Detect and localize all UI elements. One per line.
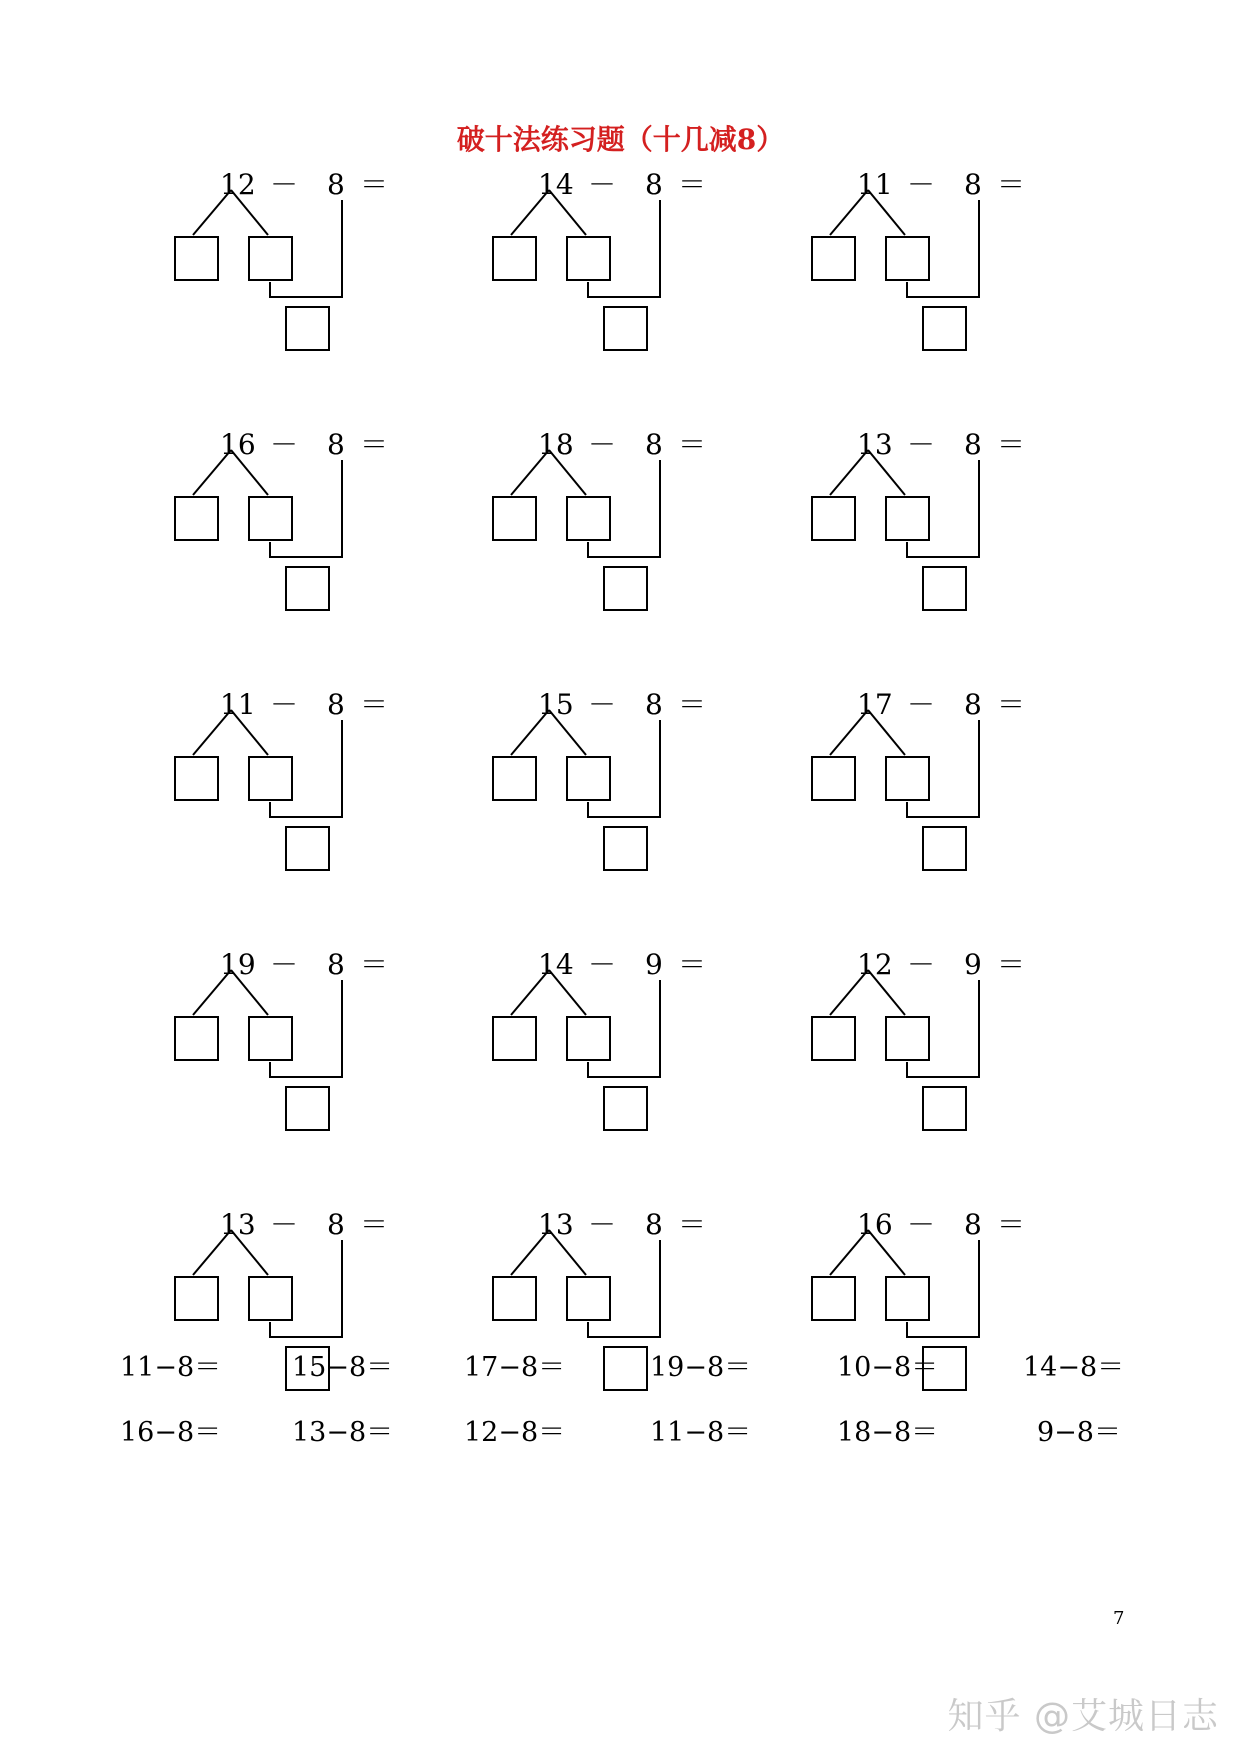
equals-sign: ＝ [997, 1208, 1026, 1241]
equation: 15−8＝ [292, 1352, 394, 1383]
minuend: 18 [538, 428, 574, 461]
subtrahend: 8 [645, 168, 663, 201]
minus-sign: － [907, 428, 936, 461]
minus-sign: － [588, 1208, 617, 1241]
split-answer-box-left[interactable] [175, 237, 218, 280]
split-answer-box-right[interactable] [886, 757, 929, 800]
decomposition-problem [473, 165, 803, 395]
minuend: 11 [857, 168, 893, 201]
result-answer-box[interactable] [604, 567, 647, 610]
subtrahend: 8 [964, 168, 982, 201]
decomposition-problem [473, 685, 803, 915]
equation: 10−8＝ [837, 1352, 939, 1383]
subtrahend: 9 [645, 948, 663, 981]
minus-sign: － [907, 168, 936, 201]
branch-line-right [868, 710, 905, 755]
split-answer-box-right[interactable] [886, 497, 929, 540]
equation: 9−8＝ [1037, 1417, 1121, 1448]
equation: 12−8＝ [464, 1417, 566, 1448]
result-answer-box[interactable] [286, 567, 329, 610]
equals-sign: ＝ [678, 428, 707, 461]
page-title: 破十法练习题（十几减8） [456, 123, 785, 156]
equals-sign: ＝ [678, 168, 707, 201]
split-answer-box-left[interactable] [493, 497, 536, 540]
branch-line-left [193, 970, 231, 1015]
decomposition-diagram [155, 945, 485, 1175]
branch-line-right [231, 1230, 268, 1275]
decomposition-diagram [792, 165, 1122, 395]
connector-line [588, 200, 660, 297]
connector-line [907, 1240, 979, 1337]
connector-line [270, 1240, 342, 1337]
branch-line-right [868, 970, 905, 1015]
minuend: 12 [857, 948, 893, 981]
equals-sign: ＝ [360, 1208, 389, 1241]
equals-sign: ＝ [678, 948, 707, 981]
decomposition-diagram [155, 685, 485, 915]
branch-line-left [511, 190, 549, 235]
connector-line [907, 460, 979, 557]
connector-line [588, 720, 660, 817]
split-answer-box-right[interactable] [249, 497, 292, 540]
split-answer-box-right[interactable] [249, 237, 292, 280]
split-answer-box-right[interactable] [249, 1017, 292, 1060]
split-answer-box-right[interactable] [886, 237, 929, 280]
subtrahend: 8 [964, 688, 982, 721]
minuend: 14 [538, 168, 574, 201]
equals-sign: ＝ [997, 168, 1026, 201]
minus-sign: － [588, 168, 617, 201]
minus-sign: － [588, 948, 617, 981]
equation: 17−8＝ [464, 1352, 566, 1383]
minus-sign: － [270, 168, 299, 201]
split-answer-box-left[interactable] [812, 757, 855, 800]
equation: 11−8＝ [650, 1417, 752, 1448]
equation: 19−8＝ [650, 1352, 752, 1383]
branch-line-right [549, 970, 586, 1015]
subtrahend: 8 [327, 168, 345, 201]
result-answer-box[interactable] [604, 307, 647, 350]
subtrahend: 8 [645, 688, 663, 721]
decomposition-diagram [792, 1205, 1125, 1435]
split-answer-box-left[interactable] [175, 1017, 218, 1060]
branch-line-left [511, 1230, 549, 1275]
branch-line-right [868, 450, 905, 495]
split-answer-box-left[interactable] [493, 237, 536, 280]
split-answer-box-right[interactable] [567, 497, 610, 540]
minuend: 13 [220, 1208, 256, 1241]
connector-line [588, 460, 660, 557]
equation: 11−8＝ [120, 1352, 222, 1383]
split-answer-box-right[interactable] [567, 1017, 610, 1060]
split-answer-box-left[interactable] [812, 497, 855, 540]
split-answer-box-left[interactable] [493, 757, 536, 800]
connector-line [907, 720, 979, 817]
decomposition-diagram [792, 685, 1122, 915]
minuend: 11 [220, 688, 256, 721]
result-answer-box[interactable] [923, 567, 966, 610]
decomposition-problem [155, 685, 485, 915]
equation-row-2 [0, 1413, 1241, 1453]
subtrahend: 8 [327, 688, 345, 721]
branch-line-left [830, 190, 868, 235]
decomposition-diagram [155, 1205, 485, 1435]
minuend: 16 [220, 428, 256, 461]
branch-line-right [868, 190, 905, 235]
minuend: 14 [538, 948, 574, 981]
minuend: 12 [220, 168, 256, 201]
split-answer-box-right[interactable] [886, 1017, 929, 1060]
result-answer-box[interactable] [923, 307, 966, 350]
split-answer-box-left[interactable] [812, 1017, 855, 1060]
connector-line [270, 460, 342, 557]
decomposition-diagram [473, 425, 803, 655]
result-answer-box[interactable] [604, 827, 647, 870]
decomposition-problem [792, 685, 1122, 915]
connector-line [907, 980, 979, 1077]
equals-sign: ＝ [360, 948, 389, 981]
result-answer-box[interactable] [923, 827, 966, 870]
split-answer-box-right[interactable] [249, 1277, 292, 1320]
split-answer-box-left[interactable] [812, 237, 855, 280]
branch-line-left [830, 970, 868, 1015]
branch-line-left [193, 710, 231, 755]
connector-line [270, 200, 342, 297]
branch-line-left [511, 450, 549, 495]
split-answer-box-right[interactable] [567, 237, 610, 280]
page-number: 7 [1113, 1608, 1125, 1629]
minuend: 17 [857, 688, 893, 721]
connector-line [588, 1240, 660, 1337]
decomposition-diagram [473, 1205, 803, 1435]
minuend: 19 [220, 948, 256, 981]
decomposition-problem [792, 945, 1122, 1175]
decomposition-problem [155, 425, 485, 655]
branch-line-right [231, 970, 268, 1015]
equation: 18−8＝ [837, 1417, 939, 1448]
branch-line-right [549, 1230, 586, 1275]
subtrahend: 8 [327, 428, 345, 461]
branch-line-left [830, 450, 868, 495]
watermark: 知乎 @艾城日志 [947, 1696, 1219, 1737]
result-answer-box[interactable] [286, 1087, 329, 1130]
split-answer-box-left[interactable] [175, 757, 218, 800]
subtrahend: 9 [964, 948, 982, 981]
decomposition-diagram [473, 165, 803, 395]
equals-sign: ＝ [678, 1208, 707, 1241]
minus-sign: － [907, 1208, 936, 1241]
subtrahend: 8 [964, 428, 982, 461]
result-answer-box[interactable] [604, 1087, 647, 1130]
branch-line-left [193, 450, 231, 495]
minus-sign: － [907, 688, 936, 721]
branch-line-right [231, 450, 268, 495]
equation-row-1 [0, 1348, 1241, 1388]
split-answer-box-left[interactable] [493, 1017, 536, 1060]
branch-line-left [193, 190, 231, 235]
subtrahend: 8 [327, 948, 345, 981]
decomposition-diagram [473, 945, 803, 1175]
equation: 16−8＝ [120, 1417, 222, 1448]
result-answer-box[interactable] [923, 1087, 966, 1130]
equals-sign: ＝ [997, 948, 1026, 981]
connector-line [270, 980, 342, 1077]
equals-sign: ＝ [360, 688, 389, 721]
minus-sign: － [270, 1208, 299, 1241]
decomposition-problem [792, 165, 1122, 395]
connector-line [270, 720, 342, 817]
split-answer-box-right[interactable] [886, 1277, 929, 1320]
equals-sign: ＝ [678, 688, 707, 721]
equation: 14−8＝ [1023, 1352, 1125, 1383]
equals-sign: ＝ [360, 168, 389, 201]
subtrahend: 8 [327, 1208, 345, 1241]
minuend: 16 [857, 1208, 893, 1241]
branch-line-right [868, 1230, 905, 1275]
subtrahend: 8 [645, 428, 663, 461]
split-answer-box-left[interactable] [175, 1277, 218, 1320]
decomposition-diagram [155, 165, 485, 395]
minus-sign: － [907, 948, 936, 981]
minus-sign: － [270, 688, 299, 721]
branch-line-right [231, 710, 268, 755]
minus-sign: － [270, 948, 299, 981]
split-answer-box-right[interactable] [567, 1277, 610, 1320]
subtrahend: 8 [645, 1208, 663, 1241]
minus-sign: － [588, 688, 617, 721]
connector-line [907, 200, 979, 297]
branch-line-right [549, 710, 586, 755]
decomposition-problem [473, 945, 803, 1175]
result-answer-box[interactable] [286, 827, 329, 870]
branch-line-right [549, 450, 586, 495]
decomposition-problem [155, 945, 485, 1175]
branch-line-right [549, 190, 586, 235]
minuend: 15 [538, 688, 574, 721]
equation: 13−8＝ [292, 1417, 394, 1448]
minus-sign: － [588, 428, 617, 461]
decomposition-problem [155, 165, 485, 395]
branch-line-left [830, 1230, 868, 1275]
minuend: 13 [538, 1208, 574, 1241]
split-answer-box-left[interactable] [175, 497, 218, 540]
decomposition-diagram [792, 945, 1122, 1175]
decomposition-diagram [792, 425, 1122, 655]
branch-line-left [511, 970, 549, 1015]
decomposition-problem [155, 1205, 485, 1435]
decomposition-diagram [155, 425, 485, 655]
branch-line-right [231, 190, 268, 235]
split-answer-box-right[interactable] [567, 757, 610, 800]
branch-line-left [511, 710, 549, 755]
decomposition-problem [792, 425, 1122, 655]
decomposition-problem [473, 425, 803, 655]
subtrahend: 8 [964, 1208, 982, 1241]
minuend: 13 [857, 428, 893, 461]
split-answer-box-left[interactable] [812, 1277, 855, 1320]
decomposition-problem [792, 1205, 1125, 1435]
connector-line [588, 980, 660, 1077]
equals-sign: ＝ [997, 428, 1026, 461]
split-answer-box-right[interactable] [249, 757, 292, 800]
minus-sign: － [270, 428, 299, 461]
result-answer-box[interactable] [286, 307, 329, 350]
decomposition-diagram [473, 685, 803, 915]
split-answer-box-left[interactable] [493, 1277, 536, 1320]
branch-line-left [193, 1230, 231, 1275]
decomposition-problem [473, 1205, 803, 1435]
branch-line-left [830, 710, 868, 755]
equals-sign: ＝ [360, 428, 389, 461]
equals-sign: ＝ [997, 688, 1026, 721]
